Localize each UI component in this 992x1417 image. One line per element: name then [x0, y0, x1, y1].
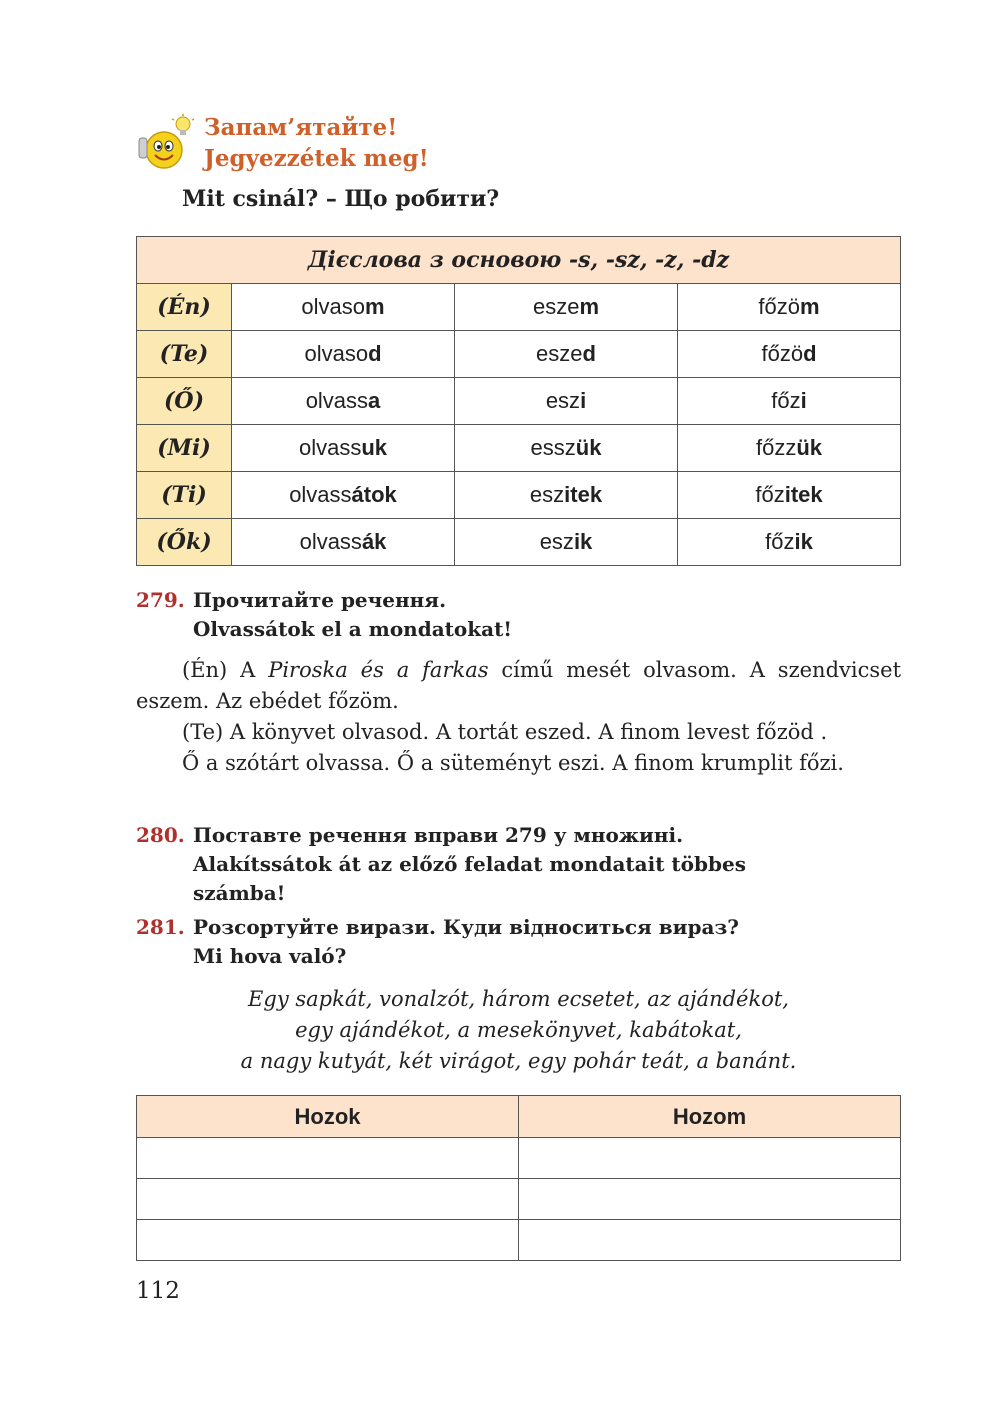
verb-stem: főz [755, 482, 785, 507]
verb-ending: itek [784, 482, 823, 507]
paragraph: (Te) A könyvet olvasod. A tortát eszed. A finom levest főzöd . [182, 720, 828, 744]
smiley-lightbulb-icon [136, 114, 198, 176]
sorting-table [136, 1095, 901, 1261]
verb-stem: esz [529, 482, 565, 507]
exercise-number: 281. [136, 915, 185, 939]
verb-stem: essz [530, 435, 576, 460]
table-row [137, 331, 901, 378]
table-row [137, 1220, 901, 1261]
table-row [137, 519, 901, 566]
column-header-hozok: Hozok [137, 1096, 519, 1138]
exercise-instruction-hu: Mi hova való? [193, 944, 347, 968]
answer-cell[interactable] [519, 1220, 901, 1261]
verb-stem: olvass [299, 529, 362, 554]
table-row [137, 1179, 901, 1220]
answer-cell[interactable] [137, 1138, 519, 1179]
verb-ending: d [803, 341, 817, 366]
verb-ending: átok [351, 482, 397, 507]
pronoun-cell: (Mi) [137, 425, 232, 472]
page-number: 112 [136, 1278, 180, 1304]
table-row [137, 425, 901, 472]
verb-cell [232, 472, 455, 519]
exercise-instruction-hu: Alakítssátok át az előző feladat mondatait többes [193, 852, 746, 876]
answer-cell[interactable] [137, 1220, 519, 1261]
verb-ending: ik [573, 529, 593, 554]
exercise-281 [136, 915, 906, 975]
exercise-279-text [136, 655, 901, 779]
text-run: című mesét olvasom. A szendvicset eszem. Az ebédet főzöm. [136, 658, 902, 713]
exercise-instruction-ua: Розсортуйте вирази. Куди відноситься вираз? [193, 915, 739, 939]
verb-cell [232, 331, 455, 378]
conjugation-table-header: Дієслова з основою -s, -sz, -z, -dz [137, 237, 901, 284]
pronoun-cell: (Ő) [137, 378, 232, 425]
verb-ending: uk [361, 435, 388, 460]
pronoun-cell: (Ők) [137, 519, 232, 566]
verb-stem: esz [545, 388, 581, 413]
verb-stem: főz [765, 529, 795, 554]
verb-ending: itek [564, 482, 603, 507]
phrase-list [136, 984, 901, 1077]
verb-stem: főz [771, 388, 801, 413]
table-row [137, 1138, 901, 1179]
verb-cell [455, 331, 678, 378]
verb-ending: m [800, 294, 820, 319]
pronoun-cell: (Te) [137, 331, 232, 378]
table-row [137, 472, 901, 519]
verb-stem: főzz [755, 435, 797, 460]
verb-stem: esze [536, 341, 583, 366]
table-row [137, 378, 901, 425]
verb-ending: a [368, 388, 381, 413]
verb-ending: i [580, 388, 587, 413]
phrase-line: egy ajándékot, a mesekönyvet, kabátokat, [295, 1018, 742, 1042]
verb-stem: olvass [298, 435, 362, 460]
verb-cell [232, 425, 455, 472]
verb-ending: ik [794, 529, 813, 554]
phrase-line: a nagy kutyát, két virágot, egy pohár teát, a banánt. [240, 1049, 797, 1073]
pronoun-cell: (Ti) [137, 472, 232, 519]
verb-stem: olvass [289, 482, 352, 507]
remember-block [136, 112, 536, 182]
verb-cell [455, 519, 678, 566]
phrase-line: Egy sapkát, vonalzót, három ecsetet, az ajándékot, [248, 987, 789, 1011]
verb-cell [232, 519, 455, 566]
verb-cell [455, 378, 678, 425]
verb-stem: olvass [305, 388, 369, 413]
remember-title-ua: Запам’ятайте! [204, 114, 398, 141]
answer-cell[interactable] [519, 1138, 901, 1179]
section-heading: Mit csinál? – Що робити? [182, 186, 500, 212]
verb-ending: m [365, 294, 385, 319]
paragraph [136, 655, 901, 717]
verb-cell [232, 378, 455, 425]
verb-stem: olvaso [304, 341, 369, 366]
verb-ending: i [800, 388, 807, 413]
verb-ending: d [368, 341, 382, 366]
verb-ending: ák [361, 529, 387, 554]
verb-stem: esze [532, 294, 580, 319]
verb-stem: olvaso [301, 294, 366, 319]
pronoun-cell: (Én) [137, 284, 232, 331]
exercise-instruction-ua: Прочитайте речення. [193, 588, 447, 612]
column-header-hozom: Hozom [519, 1096, 901, 1138]
text-run: (Én) A [182, 658, 269, 682]
answer-cell[interactable] [137, 1179, 519, 1220]
exercise-number: 280. [136, 823, 185, 847]
conjugation-table [136, 236, 901, 566]
verb-ending: m [579, 294, 600, 319]
book-title: Piroska és a farkas [268, 658, 489, 682]
verb-stem: főzö [758, 294, 801, 319]
verb-cell [455, 425, 678, 472]
verb-cell [232, 284, 455, 331]
verb-stem: főzö [761, 341, 804, 366]
verb-cell [678, 284, 901, 331]
verb-cell [455, 472, 678, 519]
exercise-279 [136, 588, 906, 648]
exercise-instruction-hu-cont: számba! [193, 881, 286, 905]
verb-stem: esz [539, 529, 574, 554]
verb-cell [678, 425, 901, 472]
verb-cell [455, 284, 678, 331]
remember-title-hu: Jegyezzétek meg! [204, 145, 429, 172]
exercise-instruction-ua: Поставте речення вправи 279 у множині. [193, 823, 684, 847]
table-row [137, 284, 901, 331]
exercise-280 [136, 823, 906, 913]
paragraph: Ő a szótárt olvassa. Ő a süteményt eszi. A finom krumplit főzi. [182, 751, 844, 775]
exercise-instruction-hu: Olvassátok el a mondatokat! [193, 617, 513, 641]
verb-cell [678, 378, 901, 425]
exercise-number: 279. [136, 588, 185, 612]
verb-cell [678, 519, 901, 566]
verb-ending: ük [796, 435, 823, 460]
verb-cell [678, 331, 901, 378]
verb-cell [678, 472, 901, 519]
verb-ending: d [582, 341, 596, 366]
answer-cell[interactable] [519, 1179, 901, 1220]
verb-ending: ük [575, 435, 602, 460]
